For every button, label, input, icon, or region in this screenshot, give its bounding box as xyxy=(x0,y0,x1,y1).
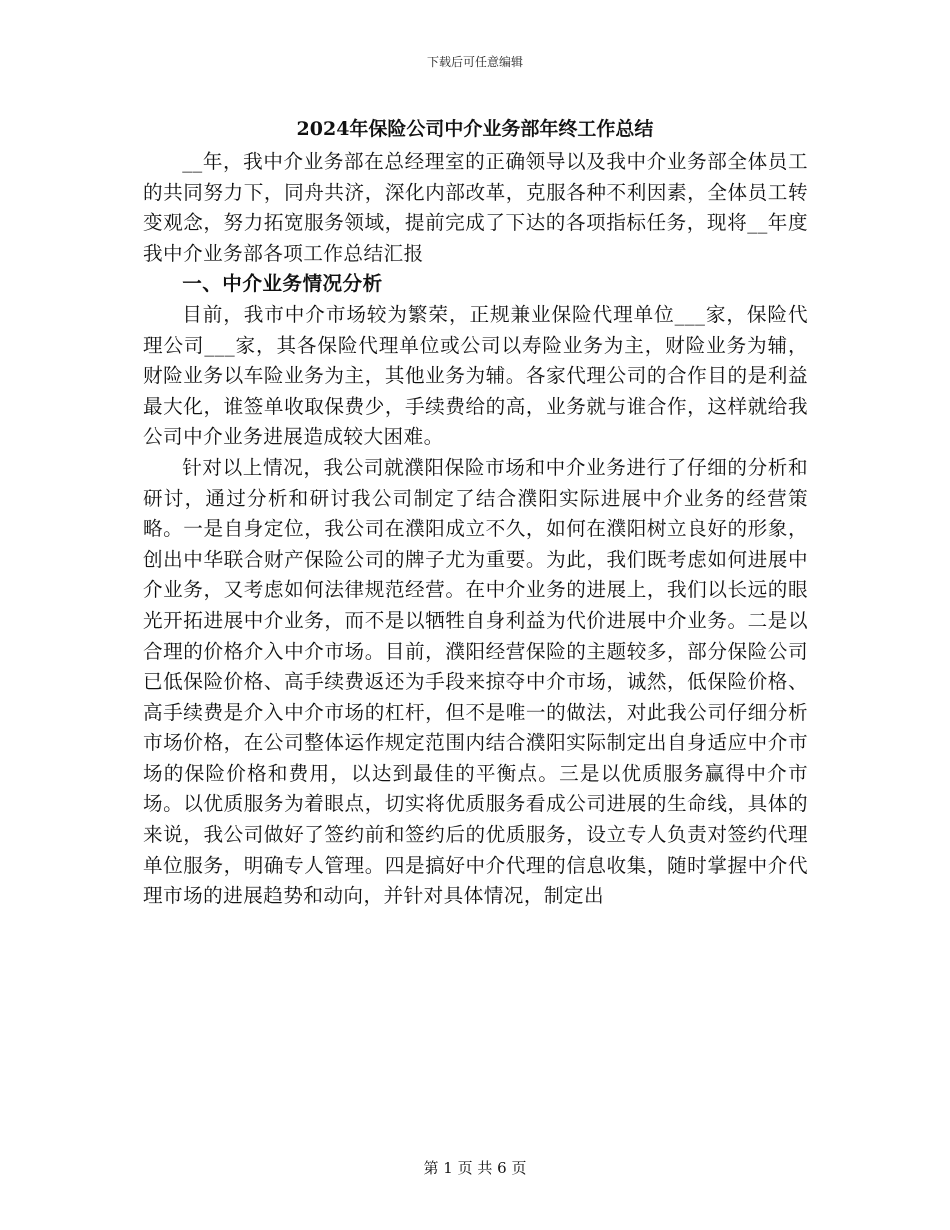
paragraph-market-analysis: 目前，我市中介市场较为繁荣，正规兼业保险代理单位___家，保险代理公司___家，其各保险代理单位或公司以寿险业务为主，财险业务为辅，财险业务以车险业务为主，其他业务为辅。各家代理公司的合作目的是利益最大化，谁签单收取保费少，手续费给的高，业务就与谁合作，这样就给我公司中介业务进展造成较大困难。 xyxy=(143,302,808,449)
paragraph-intro: __年，我中介业务部在总经理室的正确领导以及我中介业务部全体员工的共同努力下，同舟共济，深化内部改革，克服各种不利因素，全体员工转变观念，努力拓宽服务领域，提前完成了下达的各项指标任务，现将__年度我中介业务部各项工作总结汇报 xyxy=(143,150,808,265)
page-indicator: 第 1 页 共 6 页 xyxy=(423,1159,527,1177)
document-body xyxy=(143,147,808,912)
section-heading: 一、中介业务情况分析 xyxy=(182,272,383,296)
document-title: 2024年保险公司中介业务部年终工作总结 xyxy=(296,118,654,140)
header-note: 下载后可任意编辑 xyxy=(426,55,523,69)
paragraph-strategy: 针对以上情况，我公司就濮阳保险市场和中介业务进行了仔细的分析和研讨，通过分析和研讨我公司制定了结合濮阳实际进展中介业务的经营策略。一是自身定位，我公司在濮阳成立不久，如何在濮阳树立良好的形象，创出中华联合财产保险公司的牌子尤为重要。为此，我们既考虑如何进展中介业务，又考虑如何法律规范经营。在中介业务的进展上，我们以长远的眼光开拓进展中介业务，而不是以牺牲自身利益为代价进展中介业务。二是以合理的价格介入中介市场。目前，濮阳经营保险的主题较多，部分保险公司已低保险价格、高手续费返还为手段来掠夺中介市场，诚然，低保险价格、高手续费是介入中介市场的杠杆，但不是唯一的做法，对此我公司仔细分析市场价格，在公司整体运作规定范围内结合濮阳实际制定出自身适应中介市场的保险价格和费用，以达到最佳的平衡点。三是以优质服务赢得中介市场。以优质服务为着眼点，切实将优质服务看成公司进展的生命线，具体的来说，我公司做好了签约前和签约后的优质服务，设立专人负责对签约代理单位服务，明确专人管理。四是搞好中介代理的信息收集，随时掌握中介代理市场的进展趋势和动向，并针对具体情况，制定出 xyxy=(143,455,808,908)
